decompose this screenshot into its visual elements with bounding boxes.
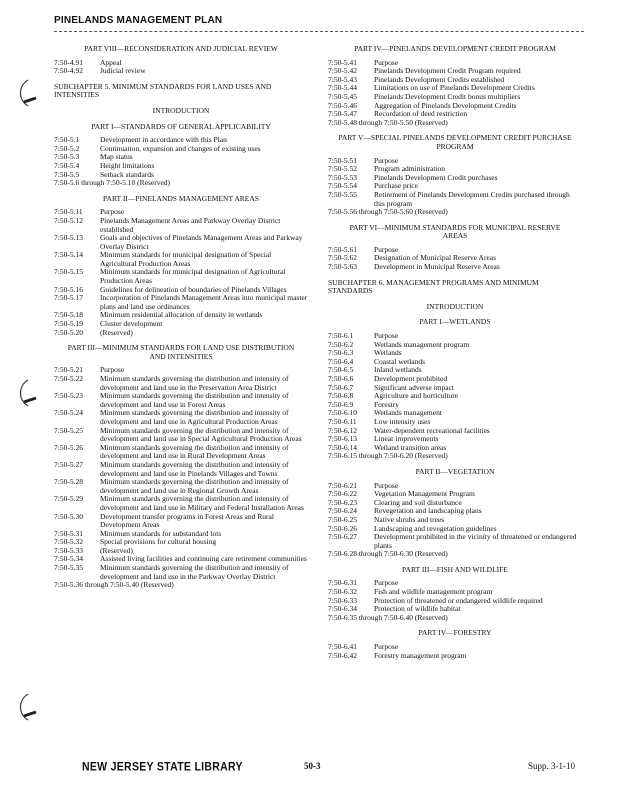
section-number: 7:50-5.52 [328,164,357,174]
right-column [328,38,582,660]
toc-entry [328,358,582,367]
toc-entry [54,461,308,478]
section-title: Protection of threatened or endangered wildlife required [374,595,543,605]
section-number: 7:50-5.55 [328,189,357,199]
part-heading: INTRODUCTION [152,105,210,115]
toc-entry [328,263,582,272]
section-title: Wetlands [374,348,402,358]
section-title: Recordation of deed restriction [374,109,468,119]
toc-entry [328,375,582,384]
section-title: Purpose [374,155,399,165]
section-title: Pinelands Development Credit purchases [374,172,498,182]
toc-entry [328,366,582,375]
section-number: 7:50-5.19 [54,319,83,329]
section-number: 7:50-6.22 [328,489,357,499]
section-title: Minimum residential allocation of density in wetlands [100,310,263,320]
section-number: 7:50-5.11 [54,207,83,217]
section-number: 7:50-6.13 [328,434,357,444]
section-title: Minimum standards governing the distribution and intensity of development and land use in the Parkway Overlay District [100,563,289,581]
toc-entry [54,375,308,392]
section-title: Wetlands management program [374,339,470,349]
section-title: Pinelands Development Credit Program required [374,66,521,76]
section-title: Minimum standards governing the distribution and intensity of development and land use in Special Agricultural Production Areas [100,425,302,444]
section-title: Development prohibited in the vicinity of threatened or endangered plants [374,532,577,550]
section-number: 7:50-5.26 [54,442,83,452]
section-title: Guidelines for delineation of boundaries of Pinelands Villages [100,284,287,294]
section-number: 7:50-5.46 [328,100,357,110]
section-number: 7:50-5.28 [54,477,83,487]
section-title: Purpose [100,207,125,217]
toc-entry [328,533,582,550]
section-number: 7:50-6.1 [328,331,354,341]
section-title: Purpose [100,365,125,375]
section-title: Incorporation of Pinelands Management Areas into municipal master plans and land use ordinances [100,293,308,311]
toc-entry [328,392,582,401]
toc-entry [54,217,308,234]
part-heading: PART I—WETLANDS [419,317,491,327]
toc-entry [328,427,582,436]
toc-entry [328,157,582,166]
section-title: Minimum standards governing the distribution and intensity of development and land use in Military and Federal Installation Areas [100,494,304,512]
section-title: Inland wetlands [374,365,422,375]
toc-entry [328,409,582,418]
section-title: Minimum standards for municipal designation of Agricultural Production Areas [100,267,286,286]
section-number: 7:50-5.62 [328,253,357,263]
binding-mark-icon [14,692,38,722]
section-title: Purpose [374,244,399,254]
section-number: 7:50-6.12 [328,425,357,435]
section-number: 7:50-6.4 [328,356,354,366]
toc-entry [54,409,308,426]
part-heading: PART VI—MINIMUM STANDARDS FOR MUNICIPAL RESERVE AREAS [349,222,561,241]
section-number: 7:50-5.13 [54,233,83,243]
reserved-range: 7:50-6.35 through 7:50-6.40 (Reserved) [328,612,448,622]
section-number: 7:50-5.27 [54,459,83,469]
section-number: 7:50-5.15 [54,267,83,277]
toc-entry [54,162,308,171]
section-number: 7:50-5.4 [54,160,80,170]
toc-entry [54,251,308,268]
section-title: Wetland transition areas [374,442,447,452]
toc-entry [54,392,308,409]
section-number: 7:50-6.34 [328,604,357,614]
section-number: 7:50-5.43 [328,74,357,84]
section-number: 7:50-5.53 [328,172,357,182]
section-number: 7:50-6.5 [328,365,354,375]
toc-entry [54,234,308,251]
section-title: Development transfer programs in Forest Areas and Rural Development Areas [100,511,274,530]
reserved-range: 7:50-6.28 through 7:50-6.30 (Reserved) [328,549,448,559]
toc-entry [54,538,308,547]
section-number: 7:50-6.31 [328,578,357,588]
toc-entry [54,320,308,329]
section-title: Purpose [374,331,399,341]
section-number: 7:50-4.92 [54,66,83,76]
section-number: 7:50-5.54 [328,181,357,191]
section-title: Landscaping and revegetation guidelines [374,523,497,533]
section-number: 7:50-5.17 [54,293,83,303]
section-title: Judicial review [100,66,146,76]
section-number: 7:50-6.42 [328,650,357,660]
supplement-date: Supp. 3-1-10 [528,761,575,771]
toc-entry [54,564,308,581]
section-title: Forestry [374,399,399,409]
section-title: Purpose [374,642,399,652]
section-number: 7:50-5.44 [328,83,357,93]
section-title: Forestry management program [374,650,467,660]
toc-entry [328,401,582,410]
part-heading: PART II—VEGETATION [415,466,495,476]
section-number: 7:50-5.33 [54,545,83,555]
part-heading: PART IV—PINELANDS DEVELOPMENT CREDIT PROGRAM [354,44,556,53]
part-heading: PART IV—FORESTRY [418,628,492,638]
toc-entry [328,174,582,183]
part-heading: PART III—FISH AND WILDLIFE [402,564,508,574]
section-title: Purchase price [374,181,418,191]
section-number: 7:50-5.34 [54,554,83,564]
section-title: Limitations on use of Pinelands Development Credits [374,83,535,93]
section-title: Height limitations [100,160,155,170]
section-title: Fish and wildlife management program [374,587,493,597]
section-number: 7:50-6.21 [328,480,357,490]
toc-entry [54,478,308,495]
toc-entry [328,435,582,444]
running-header: PINELANDS MANAGEMENT PLAN [54,15,223,26]
binding-mark-icon [14,378,38,408]
section-number: 7:50-6.26 [328,523,357,533]
section-title: Clearing and soil disturbance [374,497,462,507]
section-number: 7:50-6.11 [328,416,357,426]
reserved-range: 7:50-5.56 through 7:50-5.60 (Reserved) [328,207,448,217]
section-number: 7:50-5.14 [54,250,83,260]
section-title: Pinelands Management Areas and Parkway Overlay District established [100,215,281,234]
part-heading: INTRODUCTION [426,301,484,311]
section-title: Linear improvements [374,434,439,444]
section-number: 7:50-5.30 [54,511,83,521]
section-number: 7:50-5.1 [54,135,80,145]
section-number: 7:50-5.29 [54,494,83,504]
section-number: 7:50-6.27 [328,532,357,542]
section-title: Minimum standards governing the distribution and intensity of development and land use in Rural Development Areas [100,442,289,461]
section-number: 7:50-5.12 [54,215,83,225]
section-number: 7:50-5.61 [328,244,357,254]
section-title: Agriculture and horticulture [374,391,459,401]
section-title: Pinelands Development Credits established [374,74,505,84]
section-number: 7:50-5.45 [328,91,357,101]
section-title: Purpose [374,57,399,67]
section-title: Appeal [100,57,122,67]
section-title: Water-dependent recreational facilities [374,425,490,435]
toc-entry [328,349,582,358]
toc-entry [54,268,308,285]
section-title: Development in accordance with this Plan [100,135,227,145]
section-title: Minimum standards governing the distribution and intensity of development and land use in Pinelands Villages and Towns [100,459,289,478]
section-title: Native shrubs and trees [374,514,445,524]
section-title: Minimum standards for substandard lots [100,528,222,538]
reserved-range: 7:50-5.36 through 7:50-5.40 (Reserved) [54,580,174,590]
section-number: 7:50-5.32 [54,537,83,547]
section-title: Low intensity uses [374,416,431,426]
section-number: 7:50-6.3 [328,348,354,358]
section-title: Development in Municipal Reserve Areas [374,262,500,272]
page-number: 50-3 [304,761,321,771]
part-heading: PART VIII—RECONSIDERATION AND JUDICIAL REVIEW [84,44,278,53]
subchapter-heading: SUBCHAPTER 6. MANAGEMENT PROGRAMS AND MINIMUM STANDARDS [328,277,539,296]
section-number: 7:50-5.18 [54,310,83,320]
section-number: 7:50-5.63 [328,262,357,272]
section-title: Pinelands Development Credit bonus multipliers [374,91,521,101]
section-title: (Reserved) [100,545,133,555]
toc-entry [54,311,308,320]
section-number: 7:50-5.41 [328,57,357,67]
subchapter-heading: SUBCHAPTER 5. MINIMUM STANDARDS FOR LAND USES AND INTENSITIES [54,81,272,100]
section-title: Revegetation and landscaping plans [374,506,482,516]
section-number: 7:50-6.32 [328,587,357,597]
section-title: Continuation, expansion and changes of existing uses [100,143,261,153]
section-title: Vegetation Management Program [374,489,475,499]
section-title: Minimum standards for municipal designation of Special Agricultural Production Areas [100,250,272,268]
toc-entry [54,59,308,68]
section-title: Program administration [374,164,446,174]
toc-entry [54,145,308,154]
section-number: 7:50-6.2 [328,339,354,349]
section-number: 7:50-5.16 [54,284,83,294]
section-number: 7:50-5.21 [54,365,83,375]
section-title: Wetlands management [374,408,442,418]
part-heading: PART V—SPECIAL PINELANDS DEVELOPMENT CREDIT PURCHASE PROGRAM [338,133,572,151]
binding-mark-icon [14,78,38,108]
section-number: 7:50-6.23 [328,497,357,507]
toc-entry [54,444,308,461]
section-title: Goals and objectives of Pinelands Management Areas and Parkway Overlay District [100,233,303,251]
section-title: Assisted living facilities and continuing care retirement communities [100,554,307,564]
section-number: 7:50-6.25 [328,514,357,524]
section-number: 7:50-5.35 [54,563,83,573]
section-number: 7:50-6.14 [328,442,357,452]
section-title: Significant adverse impact [374,382,454,392]
section-number: 7:50-5.23 [54,391,83,401]
toc-entry [54,67,308,76]
section-number: 7:50-6.8 [328,391,354,401]
toc-entry [54,427,308,444]
section-title: Protection of wildlife habitat [374,604,461,614]
left-column [54,38,308,591]
section-number: 7:50-6.24 [328,506,357,516]
toc-entry [54,294,308,311]
header-rule [54,31,584,32]
section-number: 7:50-5.47 [328,109,357,119]
toc-entry [54,495,308,512]
toc-entry [328,652,582,661]
section-number: 7:50-5.51 [328,155,357,165]
section-number: 7:50-5.22 [54,374,83,383]
part-heading: PART III—MINIMUM STANDARDS FOR LAND USE DISTRIBUTION AND INTENSITIES [67,343,295,361]
section-title: Aggregation of Pinelands Development Credits [374,100,517,110]
section-title: Development prohibited [374,374,448,383]
section-number: 7:50-6.9 [328,399,354,409]
section-number: 7:50-6.6 [328,374,354,383]
section-title: Special provisions for cultural housing [100,537,217,547]
reserved-range: 7:50-5.6 through 7:50-5.10 (Reserved) [54,178,171,188]
reserved-range: 7:50-5.48 through 7:50-5.50 (Reserved) [328,117,448,127]
section-title: Designation of Municipal Reserve Areas [374,253,497,263]
section-number: 7:50-5.31 [54,528,83,538]
section-number: 7:50-5.3 [54,152,80,162]
section-number: 7:50-5.2 [54,143,80,153]
section-number: 7:50-6.41 [328,642,357,652]
section-title: (Reserved) [100,327,133,337]
toc-entry [54,329,308,338]
part-heading: PART I—STANDARDS OF GENERAL APPLICABILITY [91,121,271,131]
library-stamp: NEW JERSEY STATE LIBRARY [82,760,243,774]
toc-entry [328,191,582,208]
section-title: Coastal wetlands [374,356,426,366]
section-number: 7:50-6.7 [328,382,354,392]
section-number: 7:50-4.91 [54,57,83,67]
section-title: Setback standards [100,169,154,179]
toc-entry [54,513,308,530]
section-title: Cluster development [100,319,163,329]
section-title: Purpose [374,578,399,588]
section-number: 7:50-5.25 [54,425,83,435]
section-title: Minimum standards governing the distribution and intensity of development and land use in Regional Growth Areas [100,477,289,495]
section-title: Retirement of Pinelands Development Credits purchased through this program [374,189,570,208]
section-number: 7:50-6.33 [328,595,357,605]
toc-entry [54,153,308,162]
section-title: Purpose [374,480,399,490]
section-number: 7:50-6.10 [328,408,357,418]
toc-entry [328,507,582,516]
section-title: Minimum standards governing the distribution and intensity of development and land use in Forest Areas [100,391,289,409]
reserved-range: 7:50-6.15 through 7:50-6.20 (Reserved) [328,451,448,461]
toc-entry [328,341,582,350]
section-number: 7:50-5.20 [54,327,83,337]
section-number: 7:50-5.5 [54,169,80,179]
section-number: 7:50-5.42 [328,66,357,76]
part-heading: PART II—PINELANDS MANAGEMENT AREAS [103,193,259,203]
section-title: Map status [100,152,133,162]
section-title: Minimum standards governing the distribution and intensity of development and land use in the Preservation Area District [100,374,289,392]
section-title: Minimum standards governing the distribution and intensity of development and land use in Agricultural Production Areas [100,408,289,426]
section-number: 7:50-5.24 [54,408,83,418]
